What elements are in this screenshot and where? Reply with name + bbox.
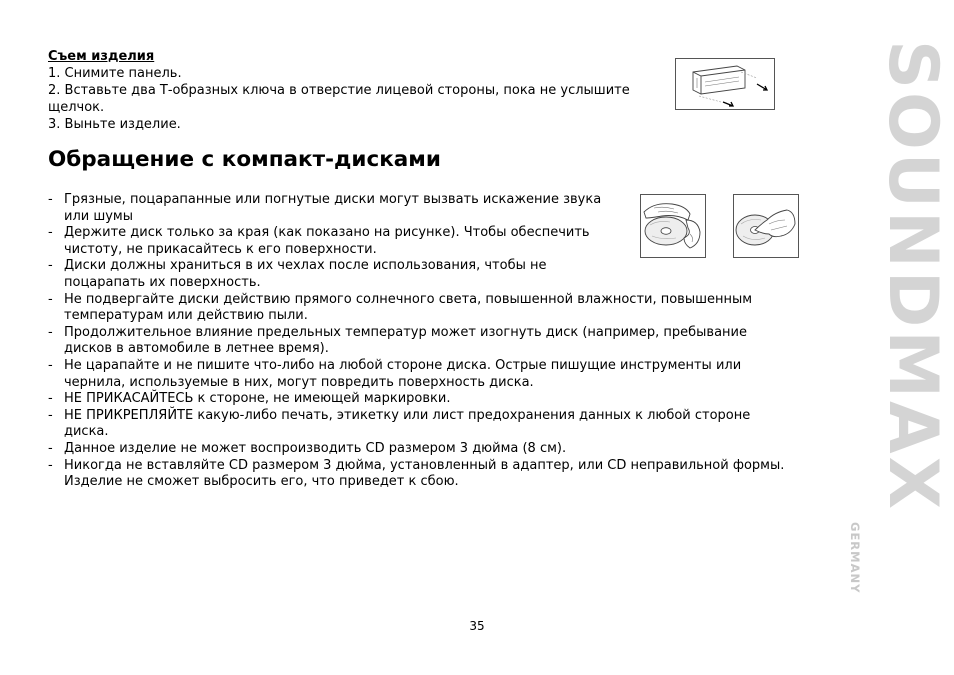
list-item: - НЕ ПРИКАСАЙТЕСЬ к стороне, не имеющей маркировки.	[48, 391, 451, 407]
brand-subtitle: GERMANY	[848, 522, 862, 594]
list-item: - Никогда не вставляйте CD размером 3 дюйма, установленный в адаптер, или CD неправильной формы. Изделие не сможет выбросить его, что приведет к сбою.	[48, 457, 785, 490]
disc-hold-center-illustration	[733, 194, 799, 258]
removal-section	[48, 48, 658, 133]
disc-hold-edge-illustration	[640, 194, 706, 258]
brand-logo: SOUNDMAX	[873, 40, 952, 513]
list-item: - Не подвергайте диски действию прямого солнечного света, повышенной влажности, повышенным температурам или действию пыли.	[48, 291, 753, 324]
list-item: - Грязные, поцарапанные или погнутые диски могут вызвать искажение звука или шумы	[48, 192, 602, 224]
list-item: - Держите диск только за края (как показано на рисунке). Чтобы обеспечить чистоту, не прикасайтесь к его поверхности.	[48, 225, 590, 257]
list-item: - Диски должны храниться в их чехлах после использования, чтобы не поцарапать их поверхность.	[48, 258, 547, 290]
removal-step: 1. Снимите панель.	[48, 66, 182, 81]
page-number: 35	[469, 619, 485, 633]
list-item: - НЕ ПРИКРЕПЛЯЙТЕ какую-либо печать, этикетку или лист предохранения данных к любой стороне диска.	[48, 407, 751, 440]
unit-removal-illustration	[675, 58, 775, 110]
list-item: - Данное изделие не может воспроизводить CD размером 3 дюйма (8 см).	[48, 440, 567, 456]
section-title: Обращение с компакт-дисками	[48, 147, 441, 172]
list-item: - Продолжительное влияние предельных температур может изогнуть диск (например, пребывание дисков в автомобиле в летнее время).	[48, 324, 747, 357]
removal-step: 3. Выньте изделие.	[48, 117, 181, 132]
list-item: - Не царапайте и не пишите что-либо на любой стороне диска. Острые пишущие инструменты или чернила, используемые в них, могут повредить поверхность диска.	[48, 357, 742, 390]
removal-step: 2. Вставьте два Т-образных ключа в отверстие лицевой стороны, пока не услышите щелчок.	[48, 83, 630, 115]
removal-heading: Съем изделия	[48, 49, 155, 64]
